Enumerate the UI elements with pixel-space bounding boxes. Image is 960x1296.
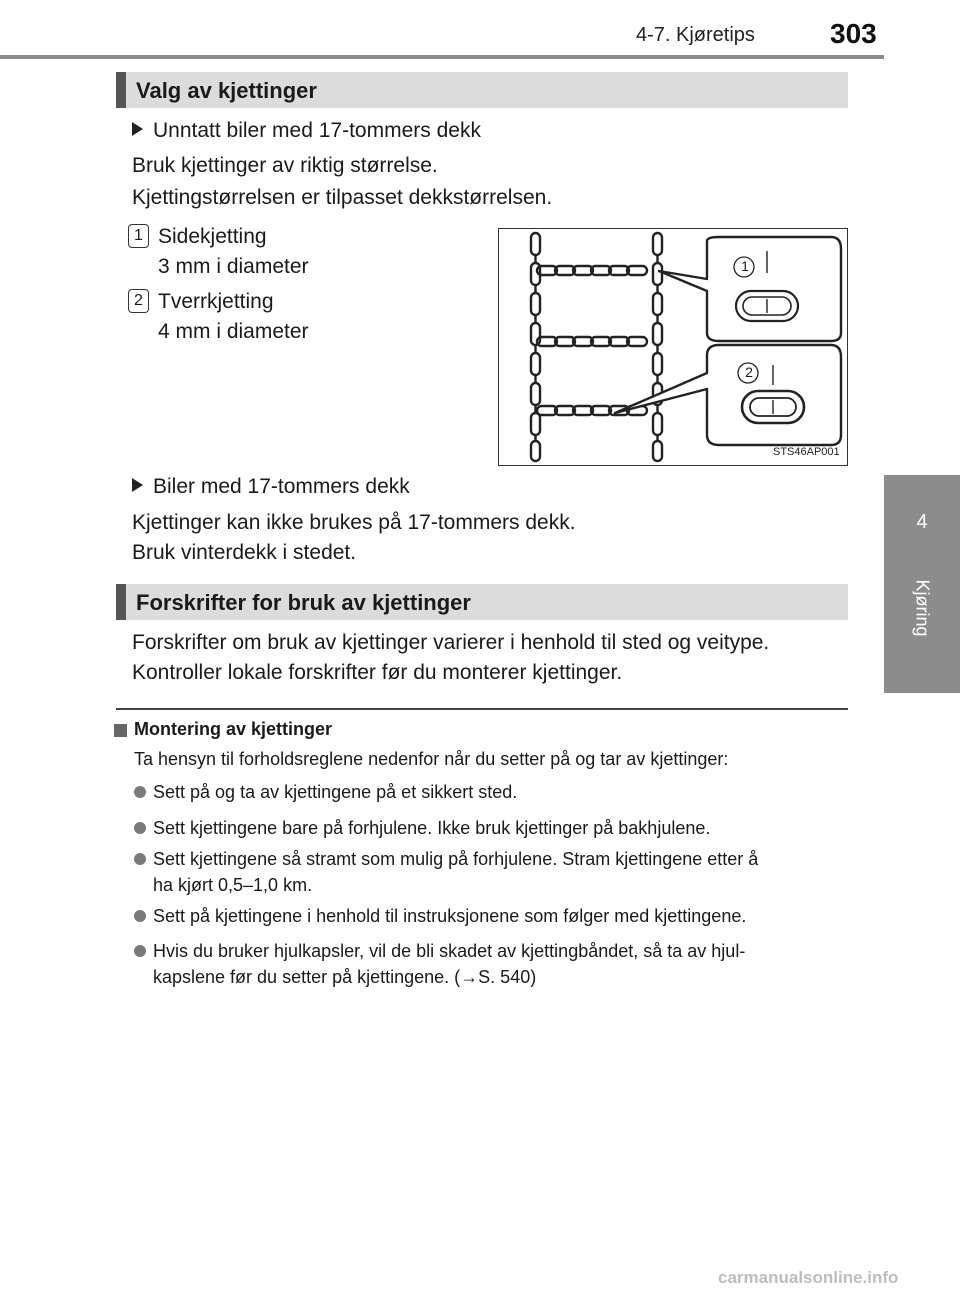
bullet-dot-icon [134,945,146,957]
triangle-bullet-icon [132,122,143,136]
bullet-dot-icon [134,822,146,834]
note-bullet-1: Sett på og ta av kjettingene på et sikkert sted. [153,782,518,802]
note-bullet-5-line1: Hvis du bruker hjulkapsler, vil de bli skadet av kjettingbåndet, så ta av hjul- [153,941,746,961]
note-bullet-4: Sett på kjettingene i henhold til instruksjonene som følger med kjettingene. [153,906,747,926]
cross-chain-1 [537,266,647,275]
bullet-dot-icon [134,853,146,865]
section-title-chain-selection: Valg av kjettinger [136,78,317,103]
paragraph-line: Forskrifter om bruk av kjettinger varierer i henhold til sted og veitype. [132,631,770,654]
note-bullet-3-line2: ha kjørt 0,5–1,0 km. [153,875,313,895]
site-watermark: carmanualsonline.info [718,1268,899,1287]
bullet-dot-icon [134,786,146,798]
side-chain-right [653,233,662,461]
note-rule [116,708,848,710]
subheading-text: Biler med 17-tommers dekk [153,475,410,498]
note-square-icon [114,724,127,737]
paragraph-line: Kjettinger kan ikke brukes på 17-tommers dekk. [132,511,576,534]
paragraph-line: Kontroller lokale forskrifter før du monterer kjettinger. [132,661,623,684]
page-number: 303 [830,18,877,49]
figure-callout-2: 2 [745,364,753,380]
subheading-without-17-inch [132,116,481,146]
tire-chain-illustration [498,228,848,466]
paragraph-line: Bruk kjettinger av riktig størrelse. [132,154,438,177]
tire-chain-drawing [499,229,846,464]
figure-callout-1: 1 [741,258,749,274]
note-bullet-3-line1: Sett kjettingene så stramt som mulig på forhjulene. Stram kjettingene etter å [153,849,759,869]
callout-2-detail: 4 mm i diameter [158,320,309,343]
triangle-bullet-icon [132,478,143,492]
note-intro: Ta hensyn til forholdsreglene nedenfor når du setter på og tar av kjettinger: [134,749,729,769]
chapter-tab-number: 4 [916,511,928,533]
callout-1-detail: 3 mm i diameter [158,255,309,278]
subheading-with-17-inch [132,472,410,502]
header-rule [0,55,884,59]
section-title-chain-regulations: Forskrifter for bruk av kjettinger [136,590,471,615]
figure-code: STS46AP001 [773,446,840,458]
zoom-panel-1 [659,237,841,341]
note-title: Montering av kjettinger [134,719,333,739]
callout-1-label: Sidekjetting [158,225,267,248]
bullet-dot-icon [134,910,146,922]
running-header-section: 4-7. Kjøretips [636,24,755,46]
chapter-tab-label: Kjøring [912,579,933,637]
callout-2-label: Tverrkjetting [158,290,274,313]
paragraph-line: Bruk vinterdekk i stedet. [132,541,357,564]
note-bullet-2: Sett kjettingene bare på forhjulene. Ikke bruk kjettinger på bakhjulene. [153,818,711,838]
subheading-text: Unntatt biler med 17-tommers dekk [153,119,481,142]
note-bullet-5-line2: kapslene før du setter på kjettingene. (→S. 540) [153,967,537,987]
paragraph-line: Kjettingstørrelsen er tilpasset dekkstørrelsen. [132,186,553,209]
cross-chain-2 [537,337,647,346]
callout-number-1: 1 [128,224,149,248]
callout-number-2: 2 [128,289,149,313]
zoom-panel-2 [615,345,841,445]
